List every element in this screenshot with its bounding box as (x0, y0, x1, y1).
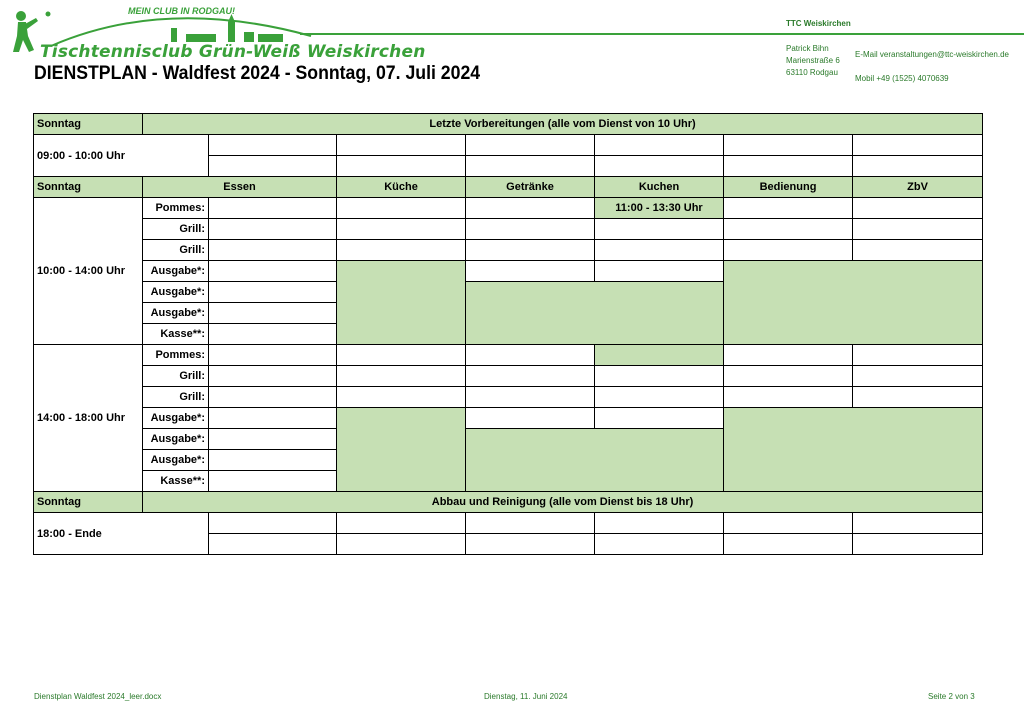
role-label: Grill: (143, 219, 209, 240)
slot-cell[interactable] (466, 198, 595, 219)
slot-cell[interactable] (209, 156, 337, 177)
table-row (34, 261, 983, 282)
blocked-cell (466, 429, 724, 492)
day-header: Sonntag (34, 492, 143, 513)
role-label: Grill: (143, 387, 209, 408)
street: Marienstraße 6 (786, 56, 840, 65)
table-row (34, 240, 983, 261)
kuchen-time: 11:00 - 13:30 Uhr (595, 198, 724, 219)
slot-cell[interactable] (466, 534, 595, 555)
slot-cell[interactable] (337, 366, 466, 387)
slot-cell[interactable] (209, 450, 337, 471)
table-row (34, 135, 983, 156)
slot-cell[interactable] (337, 135, 466, 156)
slot-cell[interactable] (853, 513, 983, 534)
blocked-cell (724, 408, 983, 492)
player-icon (13, 11, 38, 52)
address-block (786, 43, 840, 79)
slot-cell[interactable] (724, 534, 853, 555)
slot-cell[interactable] (853, 198, 983, 219)
table-row (34, 366, 983, 387)
slot-cell[interactable] (209, 429, 337, 450)
slot-cell[interactable] (337, 387, 466, 408)
page-title: DIENSTPLAN - Waldfest 2024 - Sonntag, 07. Juli 2024 (34, 63, 481, 84)
column-header-getraenke: Getränke (466, 177, 595, 198)
footer-date: Dienstag, 11. Juni 2024 (484, 692, 568, 701)
slot-cell[interactable] (337, 198, 466, 219)
table-row (34, 492, 983, 513)
prep-time: 09:00 - 10:00 Uhr (34, 135, 209, 177)
slot-cell[interactable] (595, 408, 724, 429)
club-name: Tischtennisclub Grün-Weiß Weiskirchen (40, 42, 426, 62)
column-header-kueche: Küche (337, 177, 466, 198)
day-header: Sonntag (34, 114, 143, 135)
slot-cell[interactable] (466, 366, 595, 387)
contact-block (855, 43, 1009, 91)
table-row (34, 387, 983, 408)
slot-cell[interactable] (853, 387, 983, 408)
slot-cell[interactable] (466, 513, 595, 534)
slot-cell[interactable] (466, 156, 595, 177)
role-label: Ausgabe*: (143, 282, 209, 303)
table-row (34, 513, 983, 534)
footer-page: Seite 2 von 3 (928, 692, 975, 701)
table-row (34, 345, 983, 366)
slot-cell[interactable] (209, 135, 337, 156)
role-label: Ausgabe*: (143, 303, 209, 324)
blocked-cell (337, 408, 466, 492)
slot-cell[interactable] (724, 387, 853, 408)
table-row (34, 198, 983, 219)
slot-cell[interactable] (724, 345, 853, 366)
table-row (34, 219, 983, 240)
slot-cell[interactable] (724, 513, 853, 534)
slot-cell[interactable] (209, 408, 337, 429)
slot-cell[interactable] (595, 219, 724, 240)
blocked-cell (724, 261, 983, 345)
slot-cell[interactable] (595, 135, 724, 156)
header-rule (300, 33, 1024, 35)
role-label: Kasse**: (143, 471, 209, 492)
column-header-essen: Essen (143, 177, 337, 198)
club-slogan: MEIN CLUB IN RODGAU! (128, 6, 235, 16)
slot-cell[interactable] (466, 219, 595, 240)
role-label: Ausgabe*: (143, 429, 209, 450)
role-label: Ausgabe*: (143, 450, 209, 471)
table-row (34, 408, 983, 429)
slot-cell[interactable] (724, 156, 853, 177)
slot-cell[interactable] (595, 387, 724, 408)
phone-text: Mobil +49 (1525) 4070639 (855, 74, 949, 83)
shift1-time: 10:00 - 14:00 Uhr (34, 198, 143, 345)
slot-cell[interactable] (466, 261, 595, 282)
slot-cell[interactable] (853, 219, 983, 240)
footer-filename: Dienstplan Waldfest 2024_leer.docx (34, 692, 162, 701)
contact-name: Patrick Bihn (786, 44, 829, 53)
slot-cell[interactable] (595, 261, 724, 282)
slot-cell[interactable] (337, 534, 466, 555)
duty-schedule-table (33, 113, 983, 555)
slot-cell[interactable] (209, 366, 337, 387)
role-label: Ausgabe*: (143, 261, 209, 282)
slot-cell[interactable] (724, 366, 853, 387)
cleanup-time: 18:00 - Ende (34, 513, 209, 555)
slot-cell[interactable] (466, 408, 595, 429)
slot-cell[interactable] (853, 345, 983, 366)
role-label: Grill: (143, 366, 209, 387)
slot-cell[interactable] (209, 534, 337, 555)
column-header-bedienung: Bedienung (724, 177, 853, 198)
slot-cell[interactable] (337, 240, 466, 261)
role-label: Kasse**: (143, 324, 209, 345)
slot-cell[interactable] (853, 135, 983, 156)
slot-cell[interactable] (595, 240, 724, 261)
slot-cell[interactable] (209, 513, 337, 534)
slot-cell[interactable] (209, 303, 337, 324)
slot-cell[interactable] (209, 387, 337, 408)
slot-cell[interactable] (724, 219, 853, 240)
role-label: Ausgabe*: (143, 408, 209, 429)
slot-cell[interactable] (209, 282, 337, 303)
slot-cell[interactable] (466, 387, 595, 408)
blocked-cell (466, 282, 724, 345)
slot-cell[interactable] (724, 135, 853, 156)
city: 63110 Rodgau (786, 68, 838, 77)
day-header: Sonntag (34, 177, 143, 198)
slot-cell[interactable] (209, 345, 337, 366)
slot-cell[interactable] (337, 345, 466, 366)
club-short-name: TTC Weiskirchen (786, 19, 851, 28)
prep-header: Letzte Vorbereitungen (alle vom Dienst von 10 Uhr) (143, 114, 983, 135)
column-header-kuchen: Kuchen (595, 177, 724, 198)
slot-cell[interactable] (466, 240, 595, 261)
slot-cell[interactable] (853, 240, 983, 261)
slot-cell[interactable] (466, 345, 595, 366)
slot-cell[interactable] (724, 240, 853, 261)
slot-cell[interactable] (466, 135, 595, 156)
slot-cell[interactable] (853, 366, 983, 387)
role-label: Pommes: (143, 198, 209, 219)
table-row (34, 177, 983, 198)
slot-cell[interactable] (209, 198, 337, 219)
slot-cell[interactable] (724, 198, 853, 219)
slot-cell[interactable] (337, 513, 466, 534)
role-label: Grill: (143, 240, 209, 261)
slot-cell[interactable] (209, 471, 337, 492)
slot-cell[interactable] (209, 324, 337, 345)
slot-cell[interactable] (595, 513, 724, 534)
role-label: Pommes: (143, 345, 209, 366)
slot-cell[interactable] (209, 261, 337, 282)
slot-cell[interactable] (853, 534, 983, 555)
email-text[interactable]: E-Mail veranstaltungen@ttc-weiskirchen.de (855, 50, 1009, 59)
slot-cell[interactable] (853, 156, 983, 177)
blocked-cell (595, 345, 724, 366)
table-row (34, 114, 983, 135)
slot-cell[interactable] (337, 156, 466, 177)
column-header-zbv: ZbV (853, 177, 983, 198)
cleanup-header: Abbau und Reinigung (alle vom Dienst bis 18 Uhr) (143, 492, 983, 513)
slot-cell[interactable] (337, 219, 466, 240)
slot-cell[interactable] (209, 219, 337, 240)
slot-cell[interactable] (595, 366, 724, 387)
shift2-time: 14:00 - 18:00 Uhr (34, 345, 143, 492)
slot-cell[interactable] (595, 156, 724, 177)
slot-cell[interactable] (595, 534, 724, 555)
blocked-cell (337, 261, 466, 345)
slot-cell[interactable] (209, 240, 337, 261)
